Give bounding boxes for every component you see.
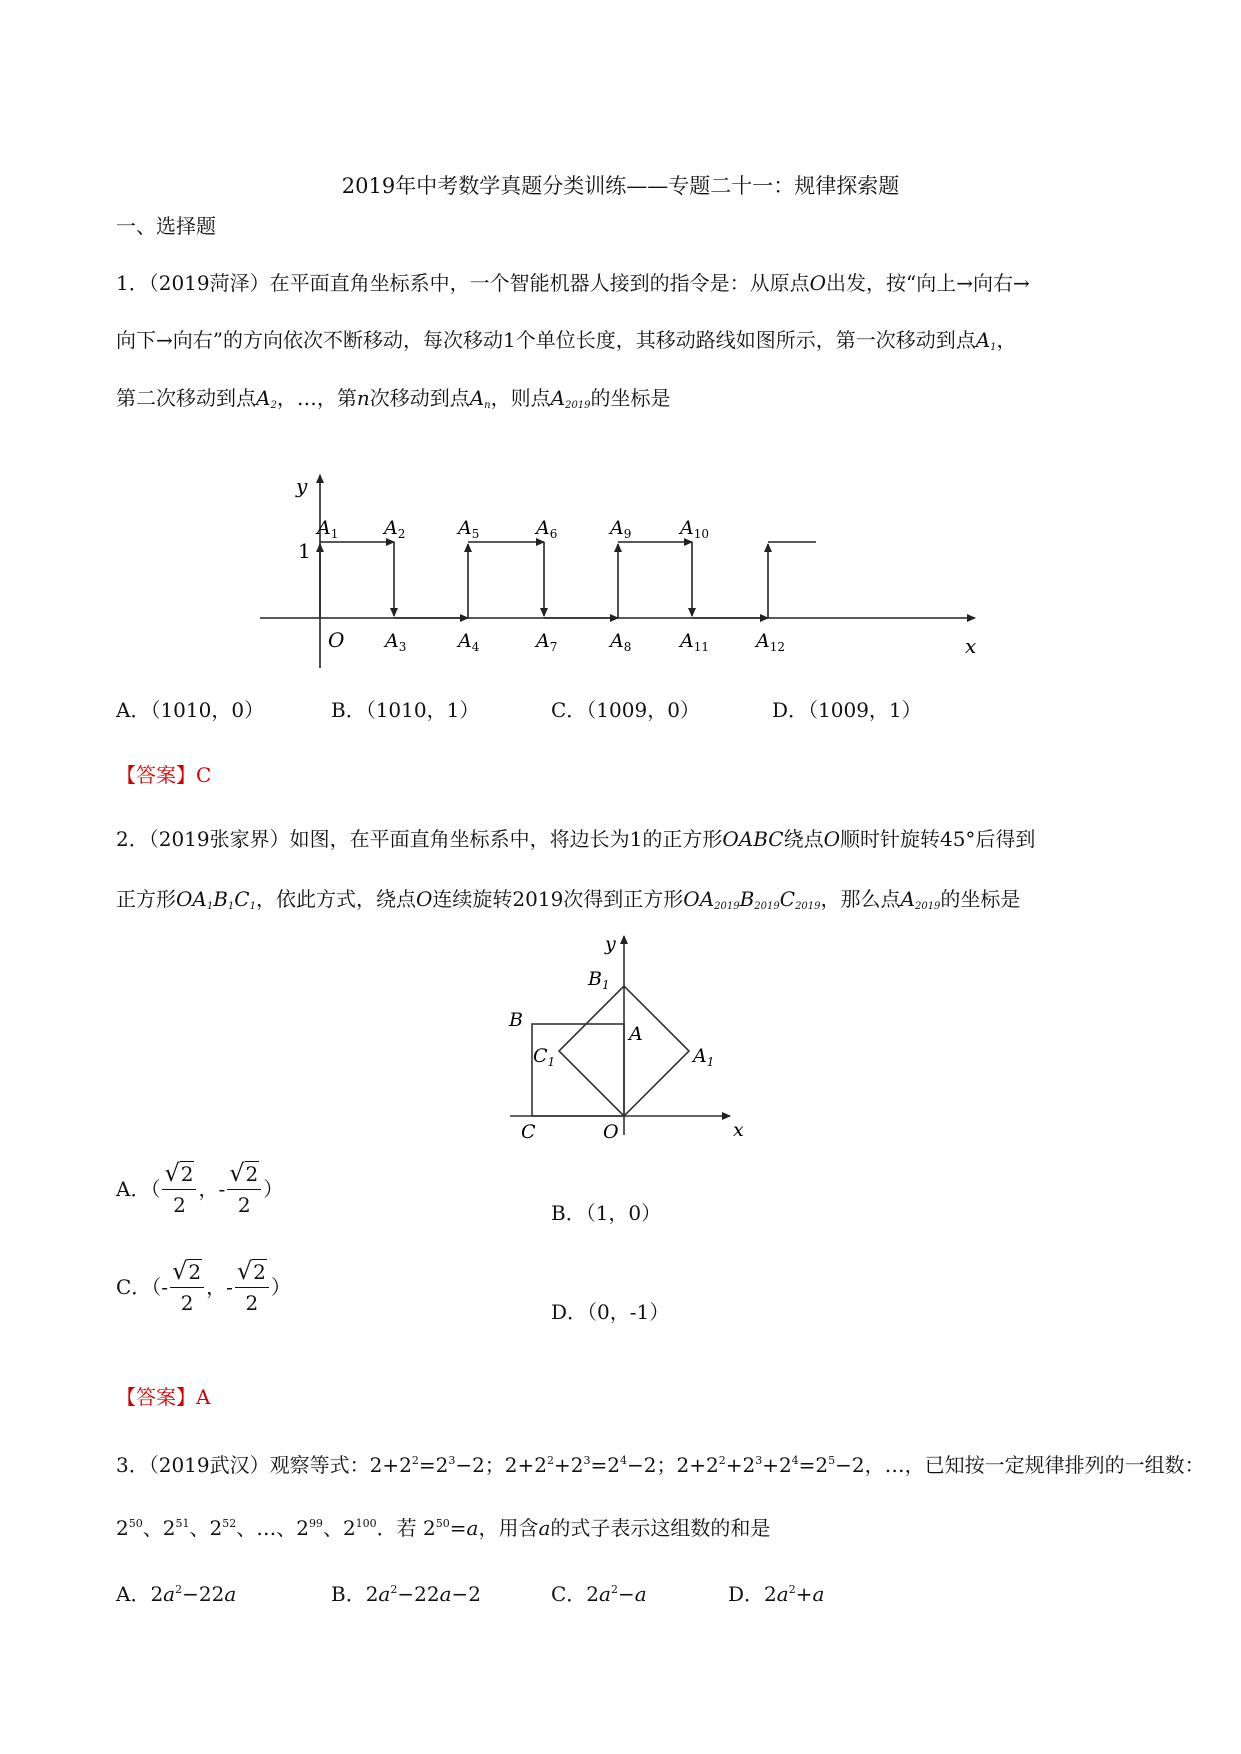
- q3-option-d[interactable]: D．$2a^2+a$: [728, 1582, 825, 1606]
- q2-line-1: 2．（2019张家界）如图，在平面直角坐标系中，将边长为1的正方形OABC绕点O顺时针旋转45°后得到: [116, 827, 1036, 851]
- q2-line-2: 正方形$OA_1B_1C_1$，依此方式，绕点O连续旋转2019次得到正方形$OA_{2019}B_{2019}C_{2019}$，那么点$A_{2019}$的坐标是: [116, 887, 1021, 912]
- q2-answer: 【答案】A: [116, 1385, 211, 1409]
- label-A1: $A_1$: [693, 1045, 715, 1069]
- x-axis-label: x: [965, 634, 977, 658]
- origin-label: O: [328, 628, 345, 652]
- q3-line-1: 3．（2019武汉）观察等式：$2+2^2=2^3-2$；$2+2^2+2^3=2^4-2$；$2+2^2+2^3+2^4=2^5-2$，…，已知按一定规律排列的一组数：: [116, 1453, 1205, 1477]
- point-label-A5: $A_5$: [458, 517, 480, 541]
- q2-option-d[interactable]: D．（0，-1）: [551, 1300, 670, 1324]
- q1-line-2: 向下→向右”的方向依次不断移动，每次移动1个单位长度，其移动路线如图所示，第一次移动到点$A_1$，: [116, 328, 1017, 353]
- point-label-A12: $A_{12}$: [756, 630, 786, 654]
- label-O: O: [603, 1121, 619, 1143]
- label-A: A: [629, 1023, 643, 1045]
- q1-answer: 【答案】C: [116, 763, 212, 787]
- label-C: C: [521, 1121, 536, 1143]
- label-C1: $C_1$: [533, 1045, 556, 1069]
- point-label-A2: $A_2$: [384, 517, 406, 541]
- y-axis-label: y: [296, 474, 308, 498]
- q1-option-a[interactable]: A．（1010，0）: [116, 698, 265, 722]
- q1-path-figure: [260, 470, 980, 670]
- label-B: B: [509, 1009, 523, 1031]
- q3-option-c[interactable]: C．$2a^2-a$: [551, 1582, 647, 1606]
- q1-option-d[interactable]: D．（1009，1）: [772, 698, 922, 722]
- q2-option-b[interactable]: B．（1，0）: [551, 1201, 662, 1225]
- q2-rotation-figure: [505, 930, 755, 1145]
- y-tick-1: 1: [298, 539, 311, 563]
- point-label-A6: $A_6$: [536, 517, 558, 541]
- q2-option-c[interactable]: C．（- $\frac{√2}{2}$ ，- $\frac{√2}{2}$ ）: [116, 1257, 291, 1315]
- point-label-A7: $A_7$: [536, 630, 558, 654]
- point-label-A11: $A_{11}$: [680, 630, 710, 654]
- label-B1: $B_1$: [588, 968, 610, 992]
- q1-option-b[interactable]: B．（1010，1）: [331, 698, 480, 722]
- q3-option-a[interactable]: A．$2a^2-22a$: [116, 1582, 237, 1606]
- x-axis-label: x: [733, 1119, 744, 1141]
- q1-option-c[interactable]: C．（1009，0）: [551, 698, 700, 722]
- point-label-A10: $A_{10}$: [680, 517, 710, 541]
- q1-line-3: 第二次移动到点$A_2$，…，第n次移动到点$A_n$，则点$A_{2019}$的坐标是: [116, 386, 671, 411]
- q1-line-1: 1．（2019菏泽）在平面直角坐标系中，一个智能机器人接到的指令是：从原点O出发，按“向上→向右→: [116, 271, 1030, 295]
- q3-line-2: $2^{50}$、$2^{51}$、$2^{52}$、…、$2^{99}$、$2^{100}$．若 $2^{50}=a$，用含a的式子表示这组数的和是: [116, 1516, 771, 1540]
- section-heading: 一、选择题: [116, 214, 216, 238]
- point-label-A3: $A_3$: [385, 630, 407, 654]
- q2-option-a[interactable]: A．（ $\frac{√2}{2}$ ，- $\frac{√2}{2}$ ）: [116, 1159, 284, 1217]
- point-label-A8: $A_8$: [610, 630, 632, 654]
- q3-option-b[interactable]: B．$2a^2-22a-2$: [331, 1582, 481, 1606]
- y-axis-label: y: [605, 933, 616, 955]
- page-title: 2019年中考数学真题分类训练——专题二十一：规律探索题: [341, 174, 900, 198]
- point-label-A1: $A_1$: [317, 517, 339, 541]
- point-label-A4: $A_4$: [458, 630, 480, 654]
- point-label-A9: $A_9$: [610, 517, 632, 541]
